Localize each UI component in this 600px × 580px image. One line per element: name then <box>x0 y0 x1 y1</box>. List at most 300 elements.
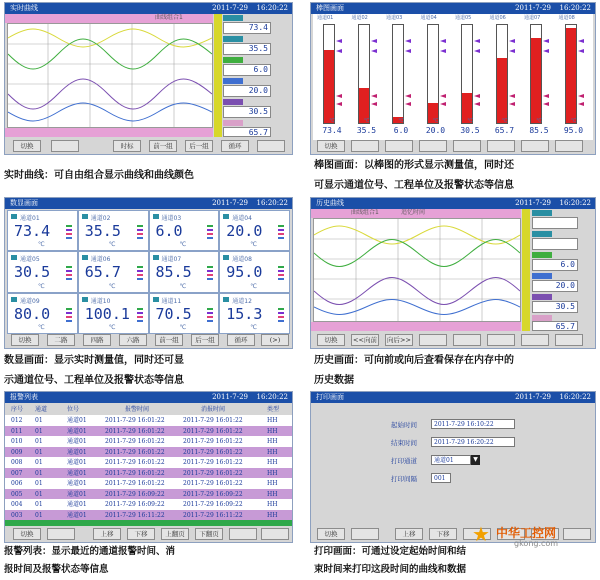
alarm-indicator <box>278 266 284 282</box>
bar-value: 20.0 <box>425 126 446 135</box>
alarm-indicator <box>207 266 213 282</box>
reading-ch2 <box>532 238 578 250</box>
softkey-switch[interactable]: 切换 <box>13 528 41 540</box>
softkey-row <box>5 140 292 153</box>
bar-alarm-marker <box>440 94 446 98</box>
bar-alarm-marker <box>509 94 515 98</box>
softkey-5[interactable] <box>453 334 481 346</box>
bar-alarm-marker <box>371 39 377 43</box>
value-cell <box>149 210 220 251</box>
alarm-indicator <box>207 225 213 241</box>
bar-area <box>313 14 593 142</box>
alarm-table-body <box>5 415 292 525</box>
label-print-interval: 打印间隔 <box>391 475 417 483</box>
label-start-time: 起始时间 <box>391 421 417 429</box>
title-bar <box>311 198 595 209</box>
alarm-cell: HH <box>267 417 278 424</box>
reading-ch5: 30.5 <box>532 301 578 313</box>
value-cell <box>7 210 78 251</box>
time: 16:20:22 <box>256 393 288 401</box>
channel-label: 通道03 <box>161 215 182 222</box>
bar-alarm-marker <box>336 94 342 98</box>
channel-unit: ℃ <box>38 241 45 249</box>
bargraph-screen <box>310 2 596 155</box>
softkey-switch[interactable]: 切换 <box>317 140 345 152</box>
channel-value: 15.3 <box>226 304 263 323</box>
date: 2011-7-29 <box>212 4 248 12</box>
alarm-scroll-strip <box>5 520 292 526</box>
scale-bar <box>214 14 222 137</box>
alarm-row[interactable] <box>5 468 292 479</box>
bar-alarm-marker <box>440 49 446 53</box>
alarm-cell: 2011-7-29 16:01:22 <box>105 469 165 477</box>
alarm-cell: 009 <box>11 448 23 456</box>
bar-value: 35.5 <box>356 126 377 135</box>
bar-column <box>496 24 508 124</box>
value-cell <box>78 251 149 292</box>
alarm-cell: 2011-7-29 16:01:22 <box>183 459 243 466</box>
alarm-cell: 006 <box>11 480 23 487</box>
screen-title: 数显画面 <box>10 199 38 207</box>
channel-icon <box>153 255 159 260</box>
channel-icon <box>223 297 229 302</box>
softkey-2[interactable] <box>351 528 379 540</box>
softkey-next-group[interactable]: 后一组 <box>191 334 219 346</box>
alarm-cell: 012 <box>11 417 23 424</box>
alarm-cell: 通道01 <box>67 459 87 466</box>
channel-icon <box>82 297 88 302</box>
alarm-row[interactable] <box>5 457 292 468</box>
alarm-cell: HH <box>267 480 278 487</box>
channel-icon <box>82 214 88 219</box>
alarm-cell: HH <box>267 511 278 519</box>
alarm-cell: 通道01 <box>67 448 87 456</box>
watermark-domain: gkong.com <box>514 539 559 548</box>
bar-channel-label: 通道02 <box>351 15 368 21</box>
alarm-cell: HH <box>267 427 278 435</box>
end-time-field[interactable]: 2011-7-29 16:20:22 <box>431 437 515 447</box>
softkey-switch[interactable]: 切换 <box>13 140 41 152</box>
screen-title: 打印画面 <box>316 393 344 401</box>
softkey-move-down[interactable]: 下移 <box>127 528 155 540</box>
value-cell <box>149 251 220 292</box>
value-cell <box>219 251 290 292</box>
channel-icon <box>11 255 17 260</box>
alarm-cell: 通道01 <box>67 511 87 519</box>
channel-unit: ℃ <box>108 323 116 331</box>
channel-unit: ℃ <box>38 282 45 290</box>
alarm-list-screen <box>4 391 293 543</box>
alarm-cell: 2011-7-29 16:01:22 <box>105 480 165 487</box>
bar-fill <box>324 50 334 123</box>
star-icon: ★ <box>472 522 490 546</box>
softkey-prev-group[interactable]: 前一组 <box>149 140 177 152</box>
channel-unit: ℃ <box>38 323 45 331</box>
alarm-row[interactable] <box>5 478 292 489</box>
bar-column <box>427 24 439 124</box>
curve-group-bar: 曲线组合1 <box>5 14 213 23</box>
channel-label: 通道10 <box>90 297 111 305</box>
bar-unit: ℃ <box>432 118 439 124</box>
bar-column <box>323 24 335 124</box>
channel-value: 35.5 <box>84 222 121 240</box>
alarm-row[interactable] <box>5 426 292 437</box>
reading-ch4: 20.0 <box>532 280 578 292</box>
alarm-cell: 2011-7-29 16:01:22 <box>105 427 165 435</box>
bar-alarm-marker <box>578 94 584 98</box>
softkey-7[interactable] <box>229 528 257 540</box>
alarm-indicator <box>207 308 213 324</box>
time: 16:20:22 <box>559 393 591 401</box>
bar-column <box>530 24 542 124</box>
value-cell <box>78 210 149 251</box>
softkey-8[interactable] <box>555 140 583 152</box>
caption-alarm: 报警列表：显示最近的通道报警时间、消 报时间及报警状态等信息 <box>4 546 176 575</box>
alarm-cell: 004 <box>11 501 23 508</box>
alarm-cell: 通道01 <box>67 417 87 424</box>
alarm-row[interactable] <box>5 489 292 500</box>
date: 2011-7-29 <box>212 199 248 207</box>
title-bar <box>311 392 595 403</box>
alarm-cell: 2011-7-29 16:01:22 <box>105 438 165 445</box>
alarm-cell: HH <box>267 501 278 508</box>
print-interval-field[interactable]: 001 <box>431 473 451 483</box>
alarm-row[interactable] <box>5 499 292 510</box>
alarm-cell: 2011-7-29 16:09:22 <box>105 501 165 508</box>
alarm-cell: 01 <box>35 417 43 424</box>
softkey-7[interactable] <box>257 140 285 152</box>
channel-icon <box>153 297 159 302</box>
alarm-cell: 2011-7-29 16:01:22 <box>183 469 243 477</box>
softkey-6[interactable] <box>487 334 515 346</box>
date: 2011-7-29 <box>212 393 248 401</box>
bar-alarm-marker <box>336 102 342 106</box>
bar-alarm-marker <box>405 49 411 53</box>
dropdown-arrow-icon[interactable]: ▼ <box>471 455 480 465</box>
alarm-cell: 01 <box>35 511 43 519</box>
softkey-forward[interactable]: 向后>> <box>385 334 413 346</box>
watermark-logo <box>470 522 596 550</box>
print-form <box>313 404 593 526</box>
softkey-8[interactable] <box>555 334 583 346</box>
date: 2011-7-29 <box>515 4 551 12</box>
date: 2011-7-29 <box>515 199 551 207</box>
reading-ch3: 6.0 <box>532 259 578 271</box>
alarm-cell: 2011-7-29 16:01:22 <box>183 480 243 487</box>
reading-ch1: 73.4 <box>223 22 271 34</box>
title-bar <box>5 392 292 403</box>
channel-unit: ℃ <box>179 241 187 249</box>
bar-fill <box>497 58 507 123</box>
alarm-indicator <box>66 266 72 282</box>
title-bar <box>5 3 292 14</box>
bar-value: 65.7 <box>494 126 515 135</box>
channel-value: 20.0 <box>226 222 263 240</box>
channel-value: 73.4 <box>14 222 51 240</box>
alarm-cell: 2011-7-29 16:01:22 <box>183 448 243 456</box>
alarm-table-header: 序号 通道 位号 报警时间 消报时间 类型 <box>5 404 292 415</box>
alarm-indicator <box>137 266 143 282</box>
history-screen <box>310 197 596 349</box>
scale-bar <box>522 209 530 331</box>
bar-alarm-marker <box>509 39 515 43</box>
print-screen <box>310 391 596 543</box>
softkey-6[interactable] <box>487 140 515 152</box>
softkey-7[interactable] <box>521 140 549 152</box>
alarm-cell: 通道01 <box>67 469 87 477</box>
softkey-move-down[interactable]: 下移 <box>429 528 457 540</box>
reading-ch5: 30.5 <box>223 106 271 118</box>
channel-icon <box>82 255 88 260</box>
alarm-cell: 01 <box>35 490 43 498</box>
title-bar <box>5 198 292 209</box>
channel-label: 通道11 <box>161 297 182 305</box>
bar-unit: ℃ <box>536 118 542 124</box>
bar-alarm-marker <box>336 49 342 53</box>
bar-unit: ℃ <box>467 118 473 124</box>
bar-unit: ℃ <box>398 118 404 124</box>
channel-unit: ℃ <box>108 241 116 249</box>
caption-bargraph: 棒图画面：以棒图的形式显示测量值，同时还 可显示通道位号、工程单位及报警状态等信息 <box>314 160 514 191</box>
caption-realtime: 实时曲线：可自由组合显示曲线和曲线颜色 <box>4 170 194 181</box>
channel-value: 80.0 <box>14 304 51 323</box>
softkey-switch[interactable]: 切换 <box>11 334 39 346</box>
curve-purple <box>8 79 212 109</box>
label-end-time: 结束时间 <box>391 439 417 447</box>
alarm-cell: 01 <box>35 438 43 445</box>
alarm-cell: 2011-7-29 16:01:22 <box>105 459 165 466</box>
alarm-cell: 007 <box>11 469 23 477</box>
curve-chart <box>7 23 213 128</box>
alarm-cell: 005 <box>11 490 23 498</box>
softkey-row <box>5 528 292 541</box>
softkey-prev-group[interactable]: 前一组 <box>155 334 183 346</box>
alarm-cell: HH <box>267 438 278 445</box>
softkey-row <box>311 334 595 347</box>
softkey-7[interactable] <box>521 334 549 346</box>
channel-value: 30.5 <box>14 263 51 282</box>
softkey-3[interactable] <box>385 140 413 152</box>
softkey-2[interactable] <box>51 140 79 152</box>
softkey-4[interactable] <box>419 140 447 152</box>
alarm-row[interactable] <box>5 415 292 426</box>
softkey-switch[interactable]: 切换 <box>317 334 345 346</box>
alarm-cell: 01 <box>35 427 43 435</box>
bar-fill <box>531 38 541 123</box>
history-svg <box>314 219 520 321</box>
date: 2011-7-29 <box>515 393 551 401</box>
bar-channel-label: 通道01 <box>317 15 334 21</box>
reading-ch6: 65.7 <box>532 321 578 331</box>
reading-ch4: 20.0 <box>223 85 271 97</box>
alarm-cell: 2011-7-29 16:09:22 <box>183 490 243 498</box>
softkey-cycle[interactable]: 循环 <box>227 334 255 346</box>
bar-unit: ℃ <box>329 118 335 124</box>
alarm-cell: 通道01 <box>67 501 87 508</box>
bar-alarm-marker <box>371 94 377 98</box>
history-curve-blue <box>314 300 520 315</box>
channel-label: 通道02 <box>90 215 111 222</box>
alarm-cell: 01 <box>35 469 43 477</box>
alarm-cell: HH <box>267 490 278 498</box>
softkey-4[interactable] <box>419 334 447 346</box>
time: 16:20:22 <box>256 4 288 12</box>
bar-channel-label: 通道06 <box>489 15 506 21</box>
softkey-four-way[interactable]: 四路 <box>83 334 111 346</box>
bar-alarm-marker <box>509 102 515 106</box>
channel-unit: ℃ <box>179 282 187 290</box>
channel-readings <box>532 209 582 331</box>
reading-ch3: 6.0 <box>223 64 271 76</box>
channel-label: 通道06 <box>90 256 111 264</box>
softkey-page-up[interactable]: 上翻页 <box>161 528 189 540</box>
value-grid <box>7 210 290 334</box>
channel-readings <box>223 14 273 137</box>
bar-column <box>461 24 473 124</box>
channel-value: 85.5 <box>155 263 192 282</box>
curve-group-bar: 曲线组合1 追忆时间 <box>311 209 521 218</box>
channel-unit: ℃ <box>250 323 257 331</box>
screen-title: 历史曲线 <box>316 199 344 207</box>
label-print-channel: 打印通道 <box>391 457 417 465</box>
bar-channel-label: 通道07 <box>524 15 541 21</box>
watermark-site: 中华工控网 <box>496 526 557 540</box>
bar-alarm-marker <box>543 39 549 43</box>
channel-unit: ℃ <box>108 282 116 290</box>
softkey-row <box>311 140 595 153</box>
channel-label: 通道04 <box>232 215 252 222</box>
alarm-indicator <box>137 308 143 324</box>
channel-label: 通道12 <box>232 297 252 305</box>
screen-title: 棒图画面 <box>316 4 344 12</box>
alarm-cell: 2011-7-29 16:01:22 <box>183 427 243 435</box>
bar-alarm-marker <box>509 49 515 53</box>
alarm-row[interactable] <box>5 510 292 521</box>
bar-alarm-marker <box>578 49 584 53</box>
channel-label: 通道07 <box>161 256 182 264</box>
softkey-cycle[interactable]: 循环 <box>221 140 249 152</box>
bar-alarm-marker <box>474 94 480 98</box>
screen-title: 报警列表 <box>10 393 38 401</box>
softkey-move-up[interactable]: 上移 <box>93 528 121 540</box>
channel-value: 65.7 <box>84 263 121 282</box>
curve-blue <box>8 103 212 121</box>
softkey-timestamp[interactable]: 时标 <box>113 140 141 152</box>
value-cell <box>78 293 149 334</box>
alarm-cell: 2011-7-29 16:11:22 <box>105 511 165 519</box>
softkey-next-group[interactable]: 后一组 <box>185 140 213 152</box>
alarm-row[interactable] <box>5 447 292 458</box>
alarm-cell: HH <box>267 469 278 477</box>
bar-channel-label: 通道04 <box>420 15 437 21</box>
softkey-backward[interactable]: <<向前 <box>351 334 379 346</box>
softkey-2[interactable] <box>47 528 75 540</box>
alarm-indicator <box>66 308 72 324</box>
bar-value: 6.0 <box>393 126 409 135</box>
bar-alarm-marker <box>336 39 342 43</box>
curve-svg <box>8 24 212 127</box>
bar-channel-label: 通道03 <box>386 15 403 21</box>
start-time-field[interactable]: 2011-7-29 16:10:22 <box>431 419 515 429</box>
softkey-move-up[interactable]: 上移 <box>395 528 423 540</box>
alarm-cell: 01 <box>35 459 43 466</box>
bar-alarm-marker <box>405 39 411 43</box>
bar-unit: ℃ <box>570 118 577 124</box>
title-bar <box>311 3 595 14</box>
channel-icon <box>153 214 159 219</box>
channel-value: 70.5 <box>155 304 192 323</box>
softkey-5[interactable] <box>453 140 481 152</box>
alarm-cell: HH <box>267 448 278 456</box>
bar-column <box>392 24 404 124</box>
alarm-cell: 2011-7-29 16:01:22 <box>183 438 243 445</box>
alarm-cell: 008 <box>11 459 23 466</box>
softkey-more[interactable]: (>) <box>261 334 289 346</box>
print-channel-select[interactable]: 通道01 ▼ <box>431 455 471 465</box>
curve-green <box>8 39 212 69</box>
alarm-cell: 2011-7-29 16:09:22 <box>105 490 165 498</box>
softkey-switch[interactable]: 切换 <box>317 528 345 540</box>
alarm-cell: 01 <box>35 448 43 456</box>
alarm-cell: 011 <box>11 427 23 435</box>
alarm-cell: 通道01 <box>67 427 87 435</box>
alarm-indicator <box>137 225 143 241</box>
softkey-8[interactable] <box>261 528 289 540</box>
value-cell <box>149 293 220 334</box>
softkey-six-way[interactable]: 六路 <box>119 334 147 346</box>
value-cell <box>7 251 78 292</box>
channel-icon <box>223 255 229 260</box>
time-axis-bar <box>311 322 521 331</box>
softkey-two-way[interactable]: 二路 <box>47 334 75 346</box>
channel-label: 通道05 <box>20 256 40 264</box>
time: 16:20:22 <box>559 4 591 12</box>
bar-alarm-marker <box>578 39 584 43</box>
channel-unit: ℃ <box>250 282 257 290</box>
bar-alarm-marker <box>474 102 480 106</box>
alarm-indicator <box>278 225 284 241</box>
channel-unit: ℃ <box>250 241 257 249</box>
channel-label: 通道08 <box>232 256 252 264</box>
bar-column <box>358 24 370 124</box>
alarm-cell: HH <box>267 459 278 466</box>
alarm-cell: 2011-7-29 16:09:22 <box>183 501 243 508</box>
alarm-indicator <box>278 308 284 324</box>
alarm-cell: 2011-7-29 16:01:22 <box>183 417 243 424</box>
screen-title: 实时曲线 <box>10 4 38 12</box>
alarm-row[interactable] <box>5 436 292 447</box>
alarm-cell: 003 <box>11 511 23 519</box>
alarm-indicator <box>66 225 72 241</box>
alarm-cell: 01 <box>35 501 43 508</box>
bar-alarm-marker <box>440 102 446 106</box>
reading-ch1 <box>532 217 578 229</box>
softkey-row <box>5 334 292 347</box>
bar-alarm-marker <box>543 94 549 98</box>
bar-value: 85.5 <box>529 126 549 135</box>
channel-label: 通道01 <box>20 215 40 222</box>
alarm-cell: 2011-7-29 16:01:22 <box>105 448 165 456</box>
value-cell <box>219 293 290 334</box>
bar-alarm-marker <box>543 102 549 106</box>
channel-value: 95.0 <box>226 263 263 282</box>
bar-fill <box>566 28 576 123</box>
channel-icon <box>11 297 17 302</box>
softkey-page-down[interactable]: 下翻页 <box>195 528 223 540</box>
digital-screen <box>4 197 293 349</box>
softkey-2[interactable] <box>351 140 379 152</box>
alarm-cell: 2011-7-29 16:01:22 <box>105 417 165 424</box>
